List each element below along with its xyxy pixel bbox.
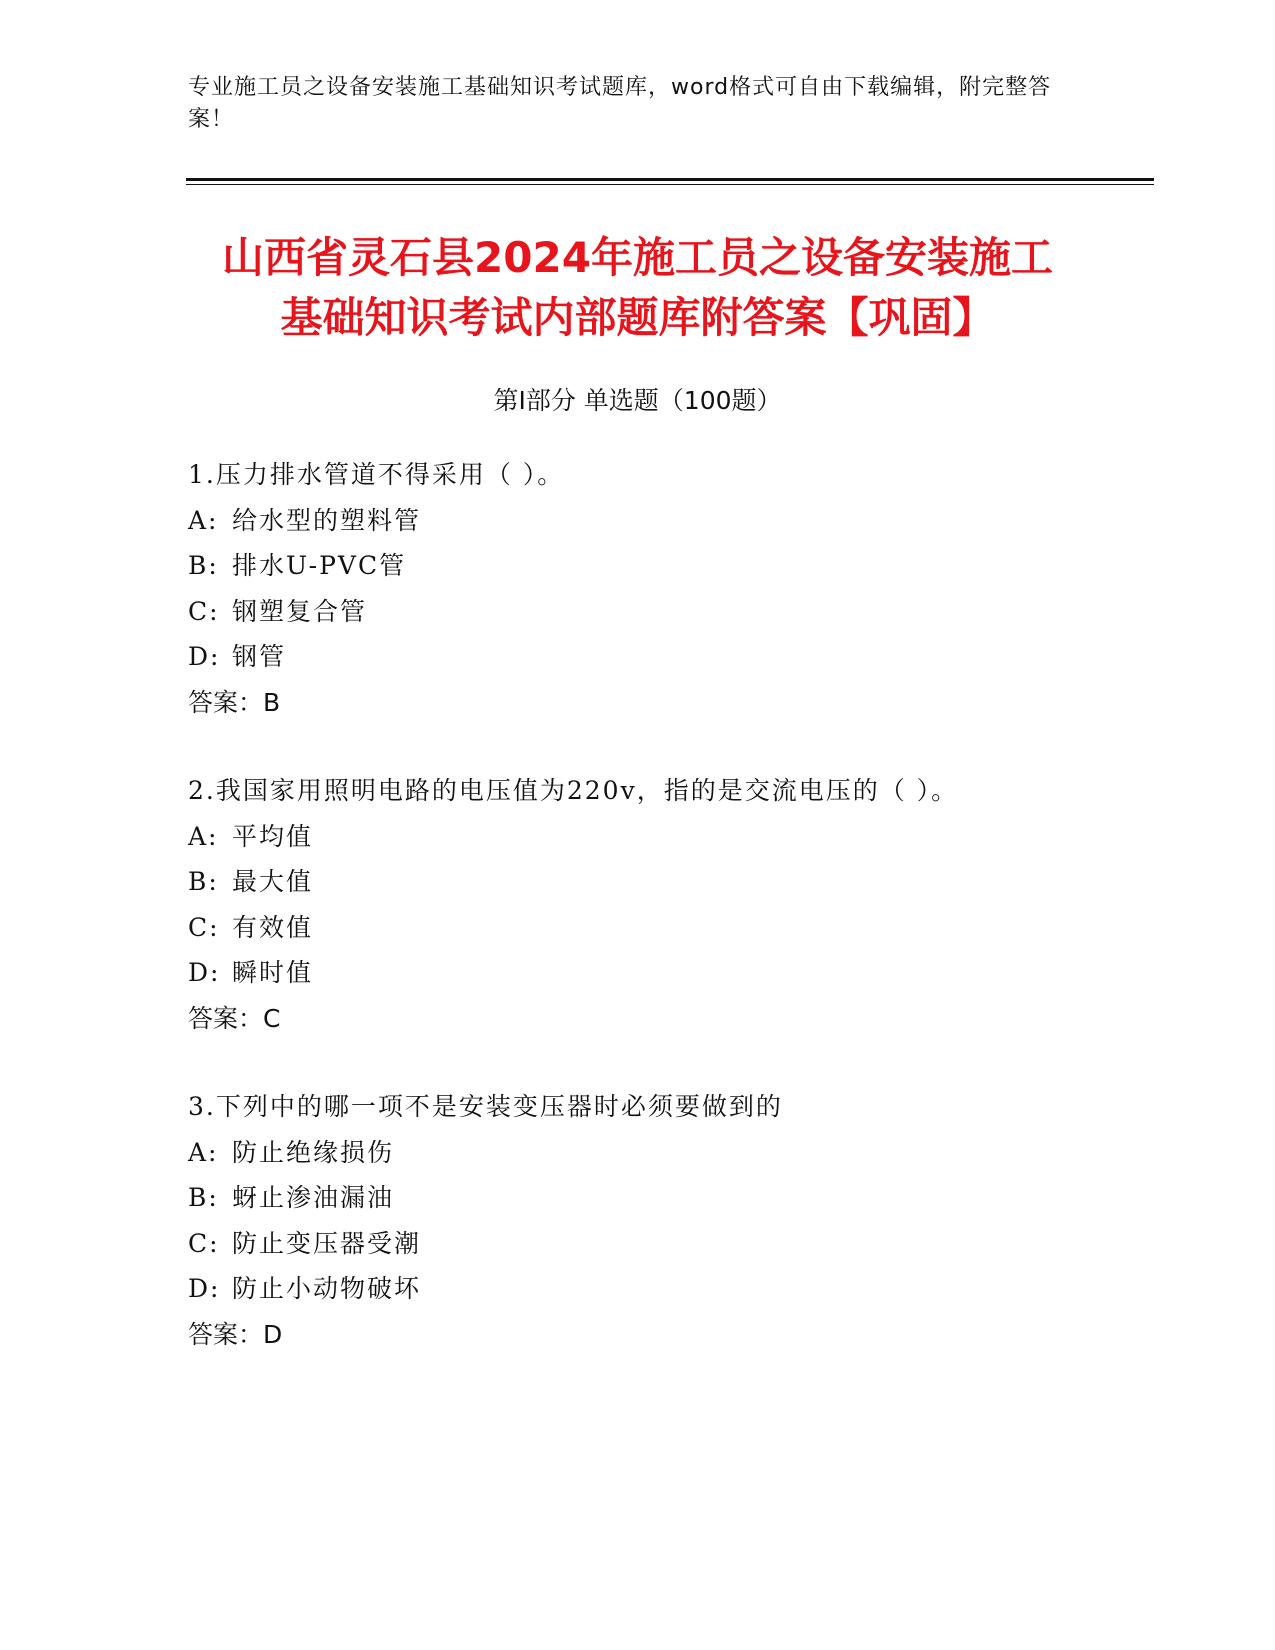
option-letter: B: xyxy=(188,867,219,896)
question-stem: 1.压力排水管道不得采用（ ）。 xyxy=(188,460,565,489)
answer-line: 答案：C xyxy=(188,1003,281,1033)
section-title: 第I部分 单选题（100题） xyxy=(493,386,782,415)
option-text: 最大值 xyxy=(232,867,314,896)
option-letter: C: xyxy=(188,912,220,942)
option-text: 防止绝缘损伤 xyxy=(232,1137,395,1167)
option-text: 蚜止渗油漏油 xyxy=(232,1183,395,1212)
option-c xyxy=(188,905,1088,951)
option-text: 防止小动物破坏 xyxy=(232,1274,422,1303)
option-text: 瞬时值 xyxy=(232,958,314,987)
option-text: 防止变压器受潮 xyxy=(232,1228,422,1258)
answer-line: 答案：D xyxy=(188,1319,283,1349)
option-b xyxy=(188,859,1088,905)
title-line-1: 山西省灵石县2024年施工员之设备安装施工 xyxy=(222,233,1053,282)
question-3 xyxy=(188,1084,1088,1357)
option-letter: B: xyxy=(188,551,219,580)
question-stem: 3.下列中的哪一项不是安装变压器时必须要做到的 xyxy=(188,1092,783,1121)
option-c xyxy=(188,1221,1088,1267)
option-d xyxy=(188,634,1088,680)
option-text: 排水U-PVC管 xyxy=(232,551,407,580)
question-2 xyxy=(188,768,1088,1041)
option-c xyxy=(188,589,1088,635)
option-text: 给水型的塑料管 xyxy=(232,505,422,535)
option-text: 有效值 xyxy=(232,912,314,942)
header-note: 专业施工员之设备安装施工基础知识考试题库，word格式可自由下载编辑，附完整答案！ xyxy=(188,75,1052,132)
option-a xyxy=(188,1130,1088,1176)
option-b xyxy=(188,543,1088,589)
option-text: 平均值 xyxy=(232,821,314,851)
option-letter: C: xyxy=(188,1228,220,1258)
option-d xyxy=(188,950,1088,996)
header-divider-thick xyxy=(186,178,1154,181)
option-letter: D: xyxy=(188,958,221,987)
option-letter: A: xyxy=(188,505,219,535)
option-text: 钢塑复合管 xyxy=(232,596,368,626)
question-stem: 2.我国家用照明电路的电压值为220v，指的是交流电压的（ ）。 xyxy=(188,776,959,805)
option-letter: A: xyxy=(188,821,219,851)
option-letter: C: xyxy=(188,596,220,626)
title-line-2: 基础知识考试内部题库附答案【巩固】 xyxy=(280,293,995,342)
option-letter: A: xyxy=(188,1137,219,1167)
option-a xyxy=(188,814,1088,860)
option-d xyxy=(188,1266,1088,1312)
option-text: 钢管 xyxy=(232,642,287,671)
header-divider-thin xyxy=(186,184,1154,185)
answer-line: 答案：B xyxy=(188,687,281,717)
option-letter: D: xyxy=(188,642,221,671)
option-letter: D: xyxy=(188,1274,221,1303)
document-title xyxy=(150,228,1125,348)
question-1 xyxy=(188,452,1088,725)
option-b xyxy=(188,1175,1088,1221)
option-letter: B: xyxy=(188,1183,219,1212)
option-a xyxy=(188,498,1088,544)
